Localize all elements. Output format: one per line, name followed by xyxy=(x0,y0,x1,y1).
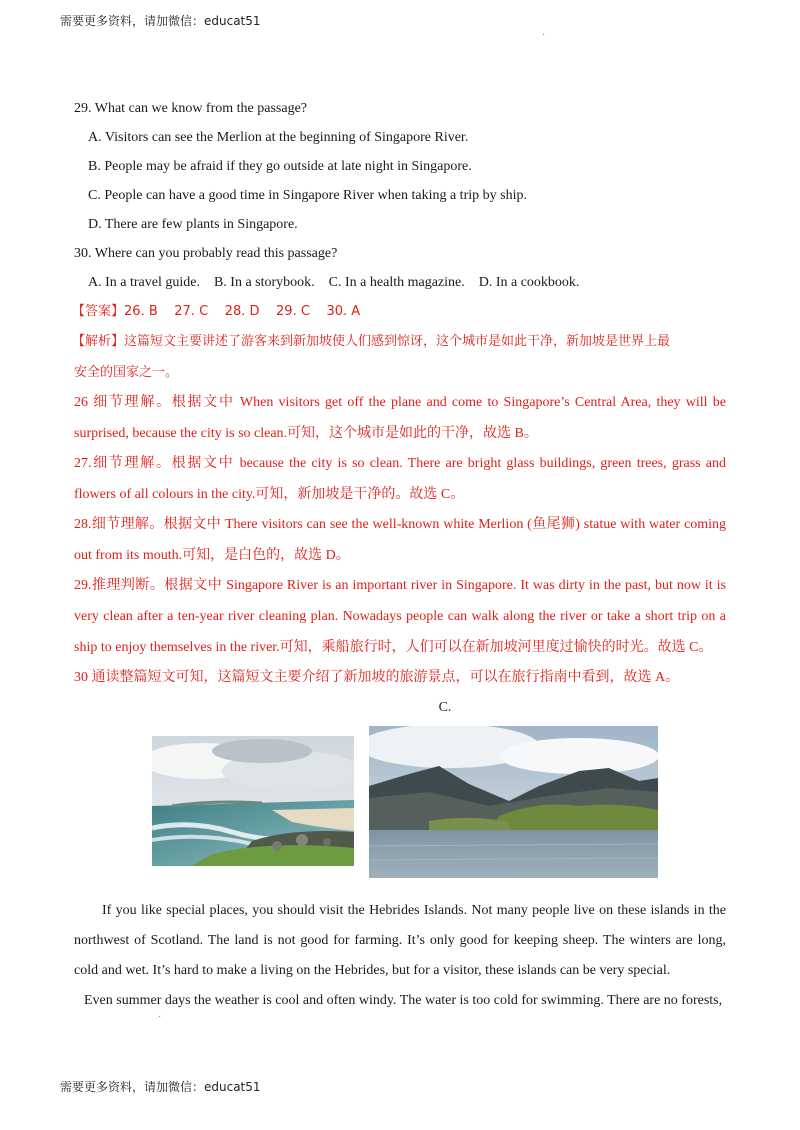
question-30: 30. Where can you probably read this passage? xyxy=(74,246,338,261)
answer-line xyxy=(72,303,724,321)
passage-paragraph-1: If you like special places, you should visit the Hebrides Islands. Not many people live on these islands in the northwest of Scotland. The land is not good for farming. It’s only good for keeping sheep. The winters are long, cold and wet. It’s hard to make a living on the Hebrides, but for a visitor, these islands can be very special. xyxy=(74,903,726,978)
analysis-30-line: 30 通读整篇短文可知，这篇短文主要介绍了新加坡的旅游景点，可以在旅行指南中看到，故选 A。 xyxy=(74,670,680,685)
analysis-line-1: 这篇短文主要讲述了游客来到新加坡使人们感到惊讶，这个城市是如此干净，新加坡是世界上最 xyxy=(124,334,671,349)
q29-option-a: A. Visitors can see the Merlion at the beginning of Singapore River. xyxy=(88,130,469,145)
q29-option-d: D. There are few plants in Singapore. xyxy=(88,217,298,232)
q30-options: A. In a travel guide. B. In a storybook. C. In a health magazine. D. In a cookbook. xyxy=(88,275,580,290)
page-header: 需要更多资料，请加微信：educat51 xyxy=(60,14,261,28)
stray-mark: · xyxy=(542,30,546,41)
analysis-line-2: 安全的国家之一。 xyxy=(74,365,179,380)
answer-text: 26. B 27. C 28. D 29. C 30. A xyxy=(124,304,361,319)
question-29: 29. What can we know from the passage? xyxy=(74,101,307,116)
analysis-28-line-2: out from its mouth.可知，是白色的，故选 D。 xyxy=(74,548,350,563)
page-footer: 需要更多资料，请加微信：educat51 xyxy=(60,1080,261,1094)
analysis-27-line-2: flowers of all colours in the city.可知，新加坡是干净的。故选 C。 xyxy=(74,487,465,502)
analysis-intro xyxy=(72,333,724,351)
analysis-29-line-2: very clean after a ten-year river cleaning plan. Nowadays people can walk along the river or take a short trip on a xyxy=(74,609,726,624)
analysis-26-line-1: 26 细节理解。根据文中 When visitors get off the plane and come to Singapore’s Central Area, they will be xyxy=(74,395,726,410)
analysis-26-line-2: surprised, because the city is so clean.可知，这个城市是如此的干净，故选 B。 xyxy=(74,426,538,441)
mountain-lake-photo xyxy=(369,726,658,878)
q29-option-c: C. People can have a good time in Singapore River when taking a trip by ship. xyxy=(88,188,527,203)
analysis-28-line-1: 28.细节理解。根据文中 There visitors can see the well-known white Merlion (鱼尾狮) statue with water coming xyxy=(74,517,726,532)
analysis-label: 【解析】 xyxy=(72,334,125,349)
q29-option-b: B. People may be afraid if they go outside at late night in Singapore. xyxy=(88,159,472,174)
answer-label: 【答案】 xyxy=(72,304,125,319)
analysis-27-line-1: 27.细节理解。根据文中 because the city is so clean. There are bright glass buildings, green trees, grass and xyxy=(74,456,726,471)
analysis-29-line-1: 29.推理判断。根据文中 Singapore River is an important river in Singapore. It was dirty in the past, but now it is xyxy=(74,578,726,593)
coast-photo xyxy=(152,736,354,866)
analysis-29-line-3: ship to enjoy themselves in the river.可知，乘船旅行时，人们可以在新加坡河里度过愉快的时光。故选 C。 xyxy=(74,640,713,655)
passage-paragraph-2: Even summer days the weather is cool and often windy. The water is too cold for swimming. There are no forests, xyxy=(84,993,723,1008)
stray-mark: · xyxy=(158,1012,162,1023)
section-label: C. xyxy=(438,700,452,715)
